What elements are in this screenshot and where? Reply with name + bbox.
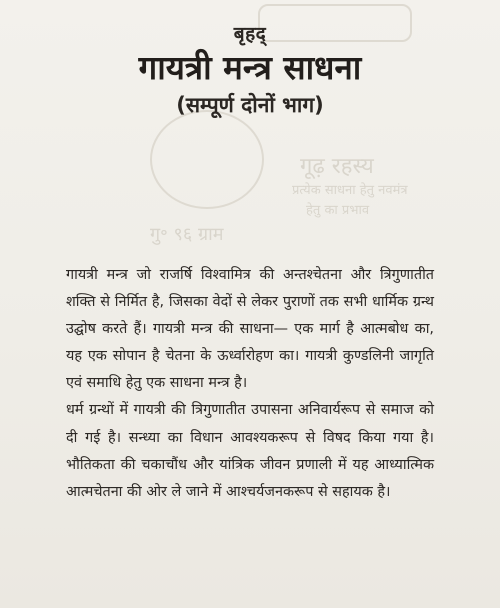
pre-title: बृहद् (233, 23, 267, 45)
show-through-text: हेतु का प्रभाव (306, 203, 370, 218)
body-text (66, 262, 434, 506)
paragraph: गायत्री मन्त्र जो राजर्षि विश्वामित्र की अन्तश्चेतना और त्रिगुणातीत शक्ति से निर्मित है, जिसका वेदों से लेकर पुराणों तक सभी धार्मिक ग्रन्थ उद्घोष करते हैं। गायत्री मन्त्र की साधना— एक मार्ग है आत्मबोध का, यह एक सोपान है चेतना के ऊर्ध्वारोहण का। गायत्री कुण्डलिनी जागृति एवं समाधि हेतु एक साधना मन्त्र है। (66, 267, 434, 392)
title-block (0, 22, 500, 120)
show-through-text: प्रत्येक साधना हेतु नवमंत्र (292, 183, 408, 198)
title-parenthetical: (सम्पूर्ण दोनों भाग) (176, 93, 324, 117)
paragraph: धर्म ग्रन्थों में गायत्री की त्रिगुणातीत उपासना अनिवार्यरूप से समाज को दी गई है। सन्ध्या का विधान आवश्यकरूप से विषद किया गया है। भौतिकता की चकाचौंध और यांत्रिक जीवन प्रणाली में यह आध्यात्मिक आत्मचेतना की ओर ले जाने में आश्चर्यजनकरूप से सहायक है। (66, 402, 434, 500)
show-through-text: गूढ़ रहस्य (300, 154, 374, 179)
show-through-emblem (150, 110, 264, 209)
book-title: गायत्री मन्त्र साधना (138, 48, 362, 87)
show-through-text: गु॰ ९६ ग्राम (150, 224, 224, 245)
